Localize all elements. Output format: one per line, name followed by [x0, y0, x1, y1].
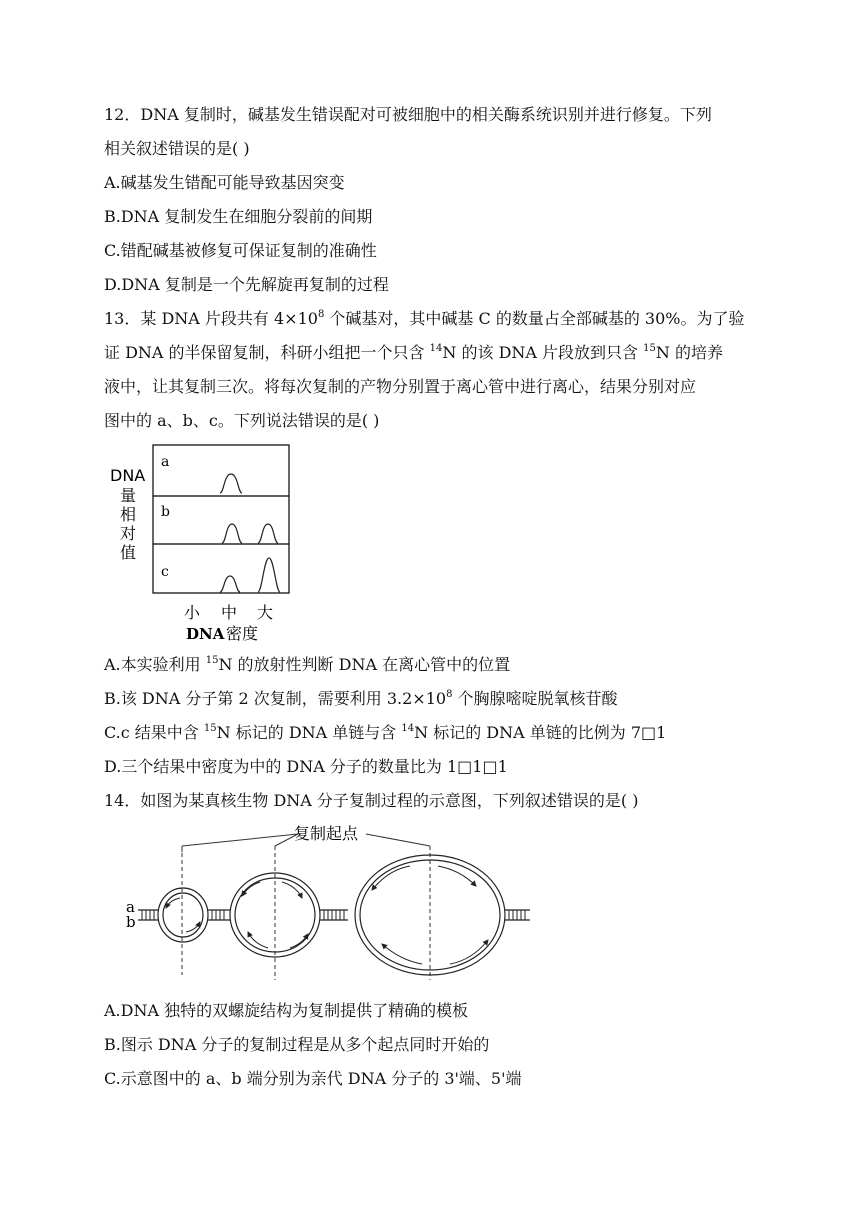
q13-stem-line1: 13．某 DNA 片段共有 $4\times 10^8$ 个碱基对，其中碱基 C 的数量占全部碱基的 30%。为了验 [104, 309, 745, 328]
peak-c-middle [220, 576, 240, 592]
replication-bubble-small [158, 888, 208, 942]
replication-bubble-large [355, 855, 505, 975]
end-label-a: a [126, 898, 135, 916]
q12-stem-line2: 相关叙述错误的是( ) [104, 139, 250, 158]
figure1-row-label: b [161, 504, 170, 520]
peak-a-middle [220, 474, 242, 493]
q13-option-a: A.本实验利用 $^{15}$N 的放射性判断 DNA 在离心管中的位置 [104, 655, 511, 674]
q14-option-b: B.图示 DNA 分子的复制过程是从多个起点同时开始的 [104, 1035, 490, 1054]
q14-stem: 14．如图为某真核生物 DNA 分子复制过程的示意图，下列叙述错误的是( ) [104, 791, 639, 810]
figure1-ylabel-char: 对 [120, 524, 137, 543]
figure1-xtick: 小 [184, 603, 201, 622]
q12-option-a: A.碱基发生错配可能导致基因突变 [104, 173, 345, 192]
q13-option-c: C.c 结果中含 $^{15}$N 标记的 DNA 单链与含 $^{14}$N 标记的 DNA 单链的比例为 7□1 [104, 723, 667, 742]
end-label-b: b [126, 913, 136, 931]
origin-label: 复制起点 [294, 824, 359, 843]
synthesis-arrows [166, 866, 488, 964]
q13-option-d: D.三个结果中密度为中的 DNA 分子的数量比为 1□1□1 [104, 757, 508, 776]
q12-stem-line1: 12．DNA 复制时，碱基发生错误配对可被细胞中的相关酶系统识别并进行修复。下列 [104, 105, 712, 124]
dna-duplex [138, 910, 530, 920]
figure1-xtick: 大 [257, 603, 274, 622]
q13-option-b: B.该 DNA 分子第 2 次复制，需要利用 $3.2\times 10^8$ 个胸腺嘧啶脱氧核苷酸 [104, 689, 618, 708]
figure1-ylabel-char: 量 [120, 486, 137, 505]
figure1-ylabel-char: 值 [120, 543, 137, 562]
figure1-xtick: 中 [221, 603, 238, 622]
replication-figure [120, 820, 540, 986]
q13-stem-line2: 证 DNA 的半保留复制，科研小组把一个只含 $^{14}$N 的该 DNA 片段放到只含 $^{15}$N 的培养 [104, 343, 723, 362]
figure1-ylabel-char: 相 [120, 505, 137, 524]
figure1-row-label: a [161, 454, 170, 470]
peak-b-heavy [258, 524, 278, 543]
peak-b-middle [222, 524, 242, 543]
centrifuge-figure [100, 440, 300, 650]
figure1-xlabel-density: 密度 [226, 624, 259, 643]
peak-c-heavy [258, 558, 280, 592]
q12-option-c: C.错配碱基被修复可保证复制的准确性 [104, 241, 377, 260]
figure1-frame [153, 445, 289, 593]
q14-option-a: A.DNA 独特的双螺旋结构为复制提供了精确的模板 [104, 1001, 469, 1020]
figure1-xlabel-dna: DNA [186, 625, 225, 643]
figure1-row-label: c [161, 564, 169, 580]
figure1-ylabel-dna: DNA [110, 466, 146, 485]
q13-stem-line4: 图中的 a、b、c。下列说法错误的是( ) [104, 411, 380, 430]
dna-rungs [142, 910, 525, 920]
q12-option-d: D.DNA 复制是一个先解旋再复制的过程 [104, 275, 389, 294]
q14-option-c: C.示意图中的 a、b 端分别为亲代 DNA 分子的 3'端、5'端 [104, 1069, 522, 1088]
q12-option-b: B.DNA 复制发生在细胞分裂前的间期 [104, 207, 373, 226]
q13-stem-line3: 液中，让其复制三次。将每次复制的产物分别置于离心管中进行离心，结果分别对应 [104, 377, 697, 396]
